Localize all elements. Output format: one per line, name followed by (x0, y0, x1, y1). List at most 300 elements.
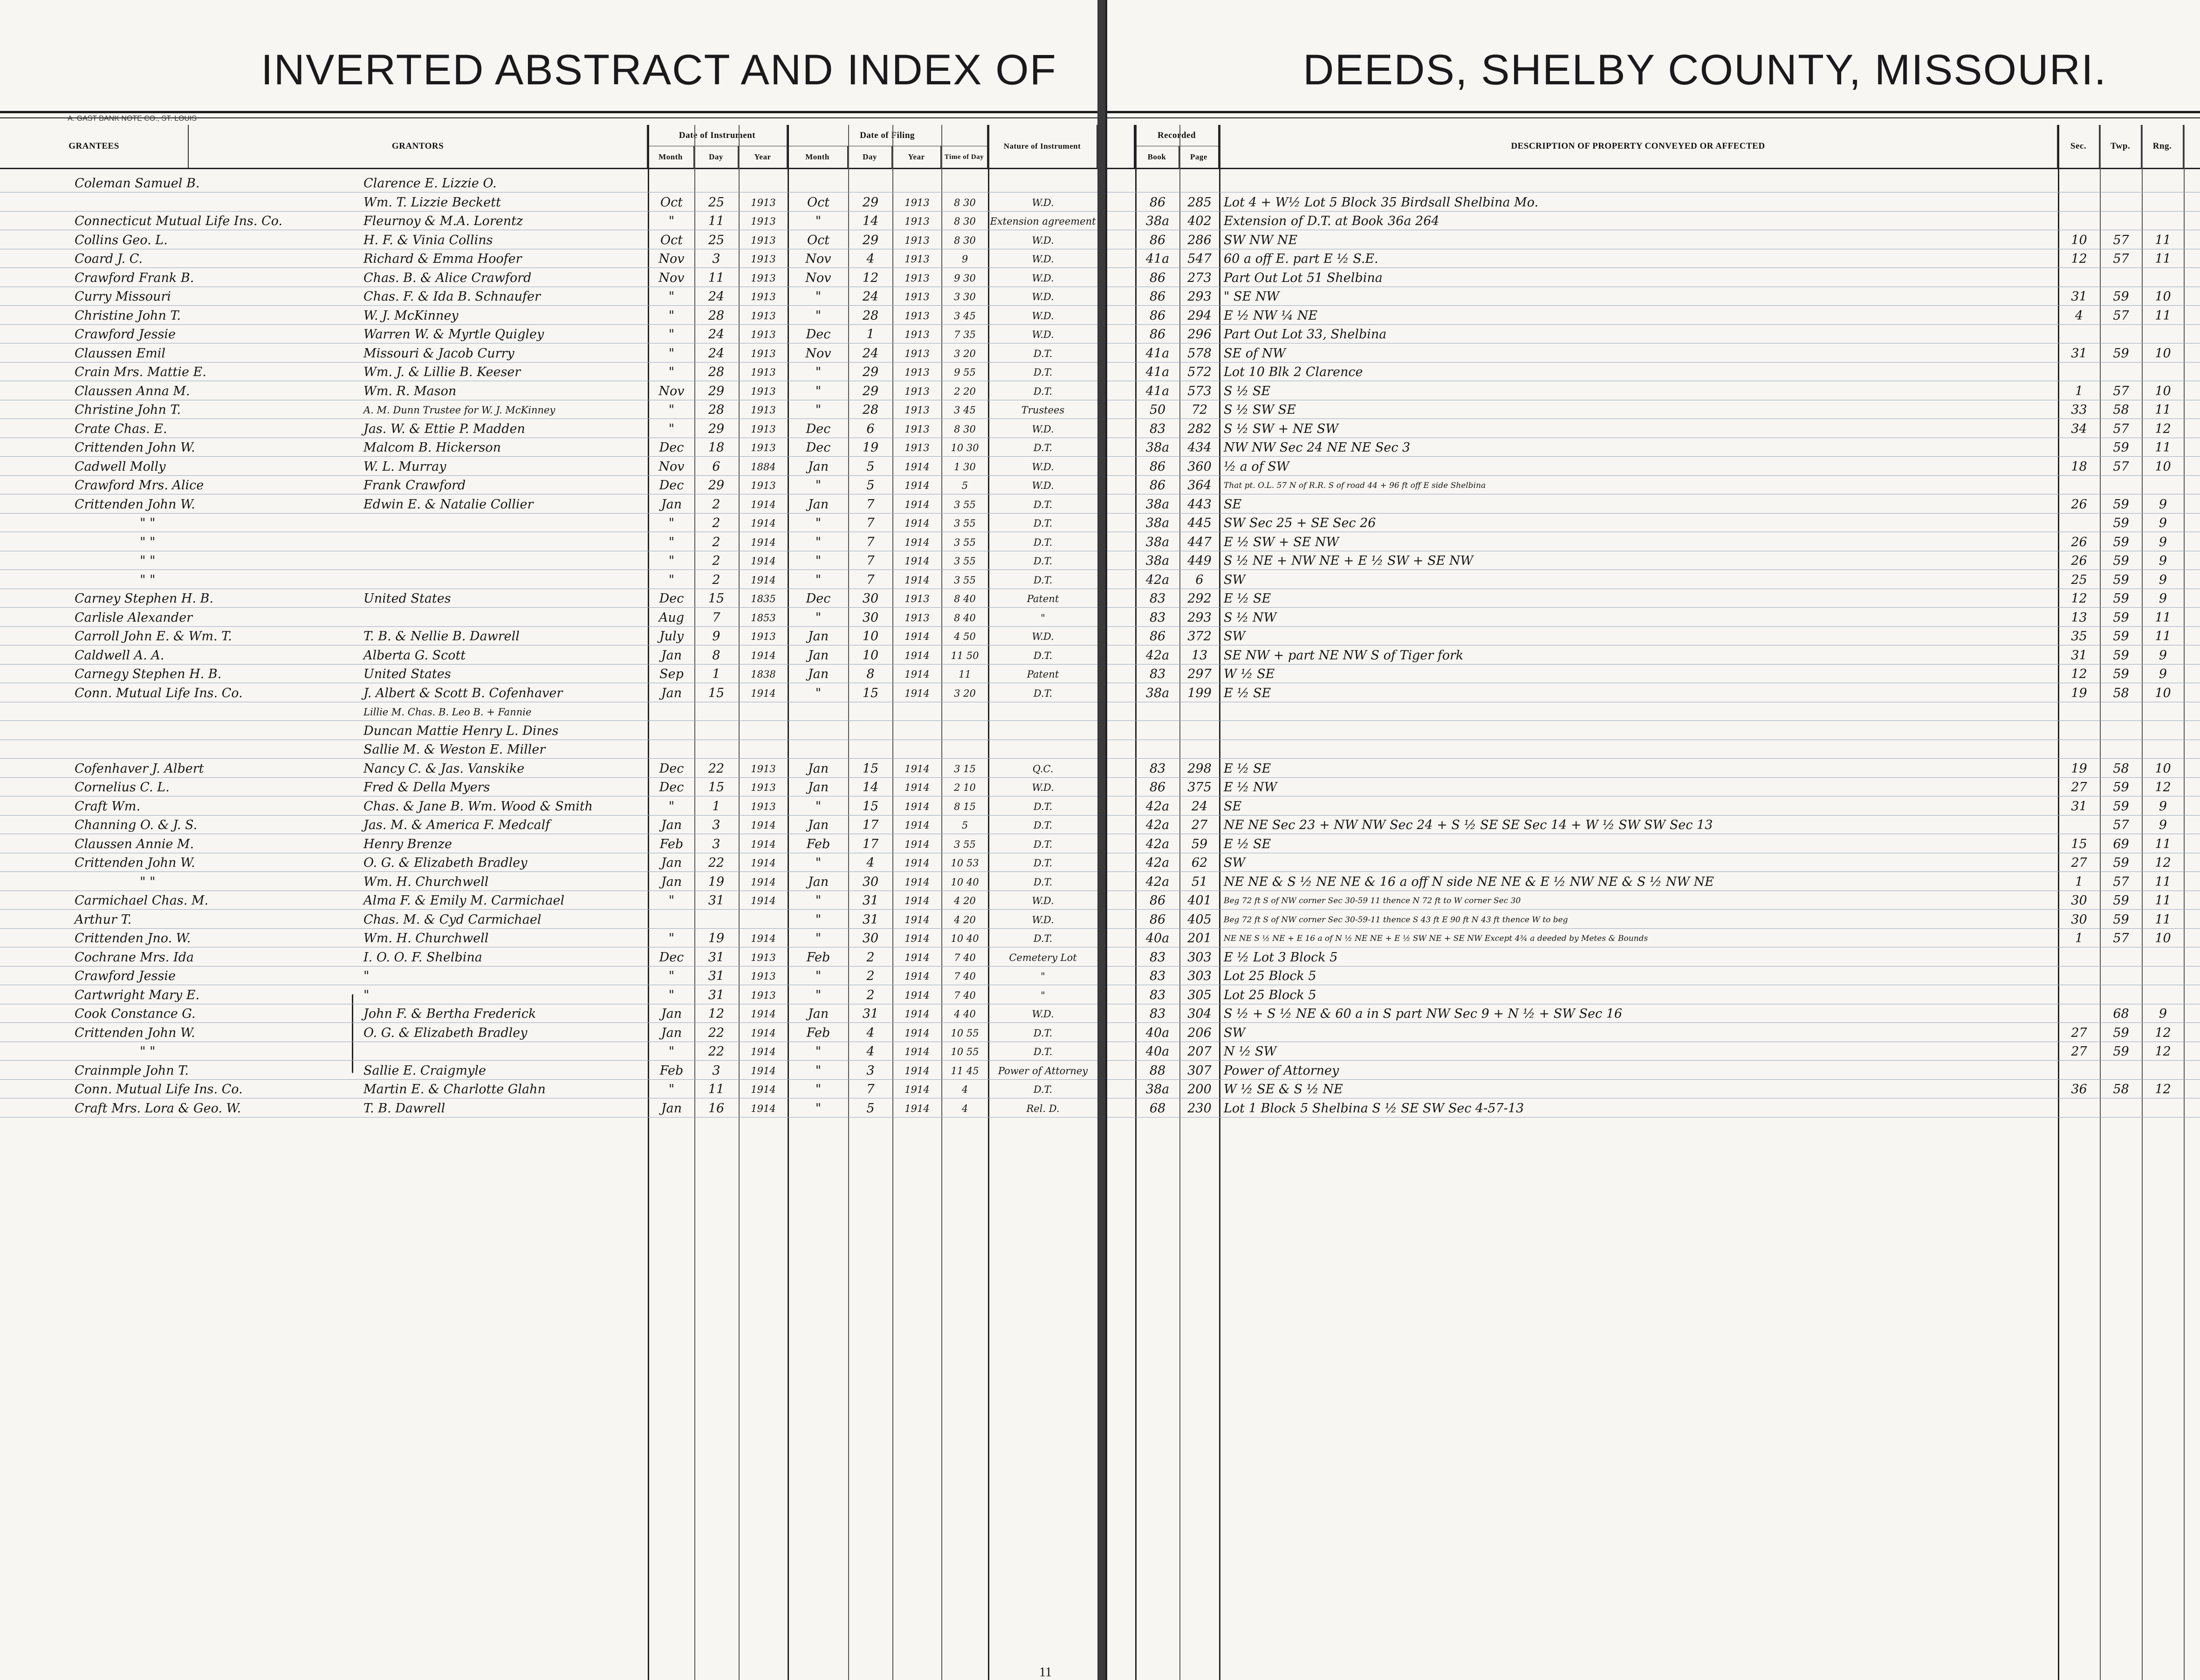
cell-t: 4 20 (954, 914, 976, 926)
cell-im: " (668, 554, 675, 568)
table-row (1107, 1098, 2200, 1118)
cell-grantee: Crittenden Jno. W. (75, 931, 191, 946)
cell-twp: 59 (2113, 648, 2129, 663)
cell-rng: 12 (2155, 1025, 2171, 1040)
cell-fy: 1914 (905, 631, 930, 642)
cell-fm: Jan (808, 874, 829, 889)
cell-t: 4 40 (954, 1008, 976, 1020)
cell-grantee: Collins Geo. L. (75, 233, 168, 247)
cell-b (1137, 702, 1179, 720)
cell-desc: S ½ SE (1224, 384, 1271, 398)
cell-twp: 59 (2113, 591, 2129, 606)
cell-n: D.T. (1033, 367, 1053, 378)
cell-id: 1 (712, 667, 720, 681)
cell-desc (1224, 173, 2056, 192)
cell-n (990, 173, 1096, 192)
cell-fm: Nov (805, 252, 831, 266)
cell-twp: 59 (2113, 912, 2129, 927)
cell-t: 4 (961, 1084, 968, 1095)
cell-fd (850, 702, 891, 720)
cell-fd: 28 (862, 308, 879, 323)
cell-id: 31 (708, 969, 725, 983)
cell-grantee: Crittenden John W. (75, 1025, 195, 1040)
cell-twp (2101, 192, 2141, 211)
cell-rng: 9 (2159, 667, 2167, 681)
cell-twp: 57 (2113, 459, 2129, 474)
cell-b: 83 (1149, 1007, 1166, 1021)
cell-iy: 1914 (751, 499, 776, 510)
cell-desc: " SE NW (1224, 289, 1280, 304)
cell-grantor: Wm. H. Churchwell (363, 874, 489, 889)
cell-twp (2101, 362, 2141, 381)
left-page (0, 0, 1099, 1680)
cell-im: Dec (659, 478, 684, 493)
cell-p: 62 (1191, 856, 1208, 870)
cell-sec (2059, 740, 2099, 758)
cell-grantor: Richard & Emma Hoofer (363, 252, 522, 266)
cell-grantor: T. B. Dawrell (363, 1101, 445, 1116)
page-number: 11 (1039, 1665, 1052, 1680)
cell-desc: E ½ SE (1224, 761, 1271, 776)
cell-desc: SW (1224, 1025, 1246, 1040)
cell-id (695, 173, 737, 192)
table-row (1107, 910, 2200, 929)
cell-p: 449 (1187, 554, 1212, 568)
table-row (0, 1079, 1097, 1098)
cell-desc: SW (1224, 856, 1246, 870)
cell-b: 86 (1149, 327, 1166, 342)
page-title-right: DEEDS, SHELBY COUNTY, MISSOURI. (1303, 46, 2107, 94)
cell-fy: 1914 (905, 518, 930, 529)
cell-desc: S ½ SW SE (1224, 403, 1296, 417)
cell-sec (2059, 173, 2099, 192)
cell-iy: 1913 (751, 254, 776, 265)
cell-id: 3 (712, 1063, 720, 1078)
cell-rng (2143, 947, 2183, 966)
cell-im: Jan (661, 648, 682, 663)
table-row (0, 343, 1097, 363)
table-row (1107, 1061, 2200, 1080)
cell-desc: E ½ SE (1224, 837, 1271, 851)
cell-grantor (363, 551, 643, 569)
cell-grantor: W. J. McKinney (363, 308, 459, 323)
cell-grantee: Christine John T. (75, 403, 181, 417)
cell-grantor: Fred & Della Myers (363, 780, 490, 795)
cell-twp: 59 (2113, 629, 2129, 644)
cell-n: D.T. (1033, 1027, 1053, 1039)
cell-grantor: Jas. W. & Ettie P. Madden (363, 421, 525, 436)
cell-id: 1 (712, 799, 720, 814)
cell-desc: ½ a of SW (1224, 459, 1289, 474)
cell-n: W.D. (1032, 914, 1054, 926)
header-rng: Rng. (2142, 125, 2184, 168)
cell-grantor: Frank Crawford (363, 478, 466, 493)
table-row (1107, 173, 2200, 192)
cell-fy: 1913 (905, 593, 930, 604)
cell-im: Aug (658, 610, 685, 625)
cell-twp (2101, 966, 2141, 985)
cell-rng: 9 (2159, 572, 2167, 587)
cell-twp: 57 (2113, 384, 2129, 398)
table-row (1107, 494, 2200, 514)
cell-t: 7 40 (954, 971, 976, 982)
cell-b: 50 (1149, 403, 1166, 417)
cell-grantee: " " (140, 535, 156, 549)
cell-grantor (363, 1042, 643, 1060)
table-row (0, 683, 1097, 702)
cell-fm: " (815, 912, 822, 927)
cell-n: D.T. (1033, 801, 1053, 812)
cell-b: 68 (1149, 1101, 1166, 1116)
cell-iy: 1914 (751, 1046, 776, 1057)
cell-iy (740, 173, 787, 192)
cell-grantor (363, 532, 643, 551)
cell-sec: 31 (2071, 648, 2087, 663)
cell-sec (2059, 438, 2099, 456)
cell-iy: 1838 (751, 669, 776, 680)
cell-im: " (668, 346, 675, 361)
cell-grantor: I. O. O. F. Shelbina (363, 950, 482, 965)
cell-desc: Lot 10 Blk 2 Clarence (1224, 365, 1363, 379)
cell-n: D.T. (1033, 650, 1053, 661)
cell-fm: Jan (808, 1007, 829, 1021)
cell-t: 3 55 (954, 555, 976, 567)
cell-twp: 58 (2113, 403, 2129, 417)
table-row (1107, 626, 2200, 645)
cell-iy: 1914 (751, 1008, 776, 1020)
cell-b: 42a (1145, 572, 1170, 587)
cell-fm: " (815, 969, 822, 983)
cell-iy: 1914 (751, 838, 776, 850)
header-inst-month: Month (648, 146, 694, 168)
cell-im: Jan (661, 856, 682, 870)
cell-grantee: Conn. Mutual Life Ins. Co. (75, 1082, 243, 1097)
table-row (0, 249, 1097, 268)
cell-iy: 1914 (751, 650, 776, 661)
cell-rng (2143, 1061, 2183, 1079)
cell-iy: 1913 (751, 423, 776, 435)
cell-t: 11 50 (951, 650, 979, 661)
cell-desc: E ½ SE (1224, 686, 1271, 700)
cell-id: 31 (708, 987, 725, 1002)
cell-im (650, 173, 693, 192)
cell-n: D.T. (1033, 536, 1053, 548)
cell-fm: " (815, 1044, 822, 1059)
table-row (0, 645, 1097, 665)
cell-fy: 1914 (905, 1027, 930, 1039)
cell-fd: 15 (862, 686, 879, 700)
cell-im (650, 740, 693, 758)
cell-p: 273 (1187, 270, 1212, 285)
cell-im: Jan (661, 1101, 682, 1116)
top-rule-thin (1107, 117, 2200, 118)
cell-fm: " (815, 516, 822, 530)
cell-fm: " (815, 572, 822, 587)
cell-grantor (363, 608, 643, 626)
cell-t: 7 40 (954, 952, 976, 963)
cell-t: 8 40 (954, 593, 976, 604)
cell-p: 293 (1187, 610, 1212, 625)
cell-fd: 24 (862, 346, 879, 361)
cell-rng (2143, 324, 2183, 343)
cell-grantor: Chas. F. & Ida B. Schnaufer (363, 289, 541, 304)
cell-id: 28 (708, 403, 725, 417)
cell-iy: 1913 (751, 348, 776, 359)
cell-desc: Lot 25 Block 5 (1224, 969, 1316, 983)
cell-fd: 7 (866, 497, 875, 512)
cell-t (943, 702, 987, 720)
cell-twp: 59 (2113, 780, 2129, 795)
cell-n: D.T. (1033, 499, 1053, 510)
cell-iy: 1914 (751, 1084, 776, 1095)
cell-t: 4 20 (954, 895, 976, 906)
cell-sec: 27 (2071, 780, 2087, 795)
table-row (0, 834, 1097, 853)
table-row (0, 1098, 1097, 1118)
cell-desc: E ½ Lot 3 Block 5 (1224, 950, 1338, 965)
cell-fy: 1914 (905, 857, 930, 869)
cell-fd (850, 740, 891, 758)
cell-fd: 24 (862, 289, 879, 304)
cell-desc: NE NE Sec 23 + NW NW Sec 24 + S ½ SE SE Sec 14 + W ½ SW SW Sec 13 (1224, 818, 1713, 832)
cell-t: 3 55 (954, 499, 976, 510)
cell-desc: SW (1224, 572, 1246, 587)
cell-im: Dec (659, 780, 684, 795)
cell-id: 24 (708, 289, 725, 304)
cell-fd: 31 (862, 1007, 879, 1021)
cell-b: 83 (1149, 950, 1166, 965)
cell-iy: 1914 (751, 555, 776, 567)
cell-sec: 12 (2071, 667, 2087, 681)
cell-grantor: Sallie E. Craigmyle (363, 1063, 486, 1078)
cell-desc: NE NE & S ½ NE NE & 16 a off N side NE NE & E ½ NW NE & S ½ NW NE (1224, 874, 1714, 889)
cell-desc: That pt. O.L. 57 N of R.R. S of road 44 + 96 ft off E side Shelbina (1224, 481, 1486, 490)
cell-fd: 29 (862, 365, 879, 379)
cell-fy: 1914 (905, 650, 930, 661)
table-row (0, 362, 1097, 381)
cell-id: 25 (708, 195, 725, 210)
cell-p: 578 (1187, 346, 1212, 361)
cell-fd: 10 (862, 648, 879, 663)
cell-im: " (668, 327, 675, 342)
cell-rng: 11 (2155, 403, 2171, 417)
table-row (1107, 853, 2200, 872)
cell-grantee: Carnegy Stephen H. B. (75, 667, 222, 681)
cell-fy: 1914 (905, 1046, 930, 1057)
header-inst-year: Year (739, 146, 788, 168)
cell-iy: 1913 (751, 952, 776, 963)
cell-n: W.D. (1032, 197, 1054, 208)
cell-desc: 60 a off E. part E ½ S.E. (1224, 252, 1378, 266)
cell-twp: 57 (2113, 818, 2129, 832)
cell-rng (2143, 702, 2183, 720)
cell-grantee: Cochrane Mrs. Ida (75, 950, 194, 965)
cell-fm: " (815, 931, 822, 946)
cell-iy: 1914 (751, 1103, 776, 1114)
cell-desc: E ½ NW (1224, 780, 1277, 795)
cell-rng: 11 (2155, 629, 2171, 644)
table-row (1107, 815, 2200, 834)
cell-fy: 1913 (905, 272, 930, 284)
cell-t: 1 30 (954, 461, 976, 473)
cell-sec (2059, 268, 2099, 287)
cell-b: 83 (1149, 591, 1166, 606)
cell-iy (740, 702, 787, 720)
header-description: DESCRIPTION OF PROPERTY CONVEYED OR AFFECTED (1219, 125, 2058, 168)
cell-rng: 11 (2155, 610, 2171, 625)
cell-fm: Jan (808, 667, 829, 681)
cell-fy: 1913 (905, 197, 930, 208)
cell-sec (2059, 702, 2099, 720)
cell-grantee (75, 740, 261, 758)
table-row (0, 589, 1097, 608)
cell-n: Patent (1027, 593, 1059, 604)
cell-id: 31 (708, 950, 725, 965)
cell-desc: Lot 1 Block 5 Shelbina S ½ SE SW Sec 4-57-13 (1224, 1101, 1524, 1116)
cell-rng: 10 (2155, 686, 2171, 700)
cell-fy: 1913 (905, 348, 930, 359)
cell-id: 12 (708, 1007, 725, 1021)
cell-n: Extension agreement (990, 216, 1096, 227)
cell-grantee: Cook Constance G. (75, 1007, 196, 1021)
cell-sec: 27 (2071, 1044, 2087, 1059)
cell-t: 8 30 (954, 234, 976, 246)
table-row (1107, 872, 2200, 891)
cell-sec: 31 (2071, 289, 2087, 304)
cell-rng: 9 (2159, 1007, 2167, 1021)
table-row (1107, 400, 2200, 419)
cell-im: " (668, 893, 675, 908)
table-row (1107, 759, 2200, 778)
cell-id: 2 (712, 497, 720, 512)
cell-grantee: Claussen Annie M. (75, 837, 194, 851)
cell-im: Oct (660, 195, 683, 210)
cell-fy: 1913 (905, 405, 930, 416)
cell-twp (2101, 702, 2141, 720)
cell-twp: 59 (2113, 516, 2129, 530)
cell-grantee: " " (140, 554, 156, 568)
cell-sec: 13 (2071, 610, 2087, 625)
cell-id: 19 (708, 874, 725, 889)
cell-fd (850, 173, 891, 192)
cell-rng: 11 (2155, 912, 2171, 927)
cell-fm: " (815, 856, 822, 870)
cell-desc: S ½ NW (1224, 610, 1277, 625)
cell-n: W.D. (1032, 631, 1054, 642)
cell-fd: 2 (866, 969, 875, 983)
cell-p: 303 (1187, 950, 1212, 965)
table-row (0, 287, 1097, 306)
cell-b: 83 (1149, 667, 1166, 681)
cell-t (943, 721, 987, 740)
cell-p: 24 (1191, 799, 1208, 814)
cell-n: Q.C. (1032, 763, 1054, 775)
table-row (1107, 740, 2200, 759)
cell-fd: 14 (862, 214, 879, 228)
cell-iy: 1913 (751, 801, 776, 812)
cell-fy: 1914 (905, 763, 930, 775)
cell-p: 305 (1187, 987, 1212, 1002)
cell-twp (2101, 475, 2141, 494)
table-row (0, 324, 1097, 343)
cell-grantee: Coleman Samuel B. (75, 176, 200, 191)
cell-twp (2101, 740, 2141, 758)
cell-sec (2059, 1004, 2099, 1022)
cell-desc: Part Out Lot 51 Shelbina (1224, 270, 1383, 285)
cell-fy: 1914 (905, 480, 930, 491)
table-row (1107, 966, 2200, 985)
cell-im: Nov (658, 252, 685, 266)
cell-fd: 1 (866, 327, 875, 342)
cell-iy: 1913 (751, 216, 776, 227)
top-rule (0, 111, 1097, 113)
cell-im: " (668, 987, 675, 1002)
cell-n: D.T. (1033, 385, 1053, 397)
cell-fy: 1913 (905, 234, 930, 246)
cell-b: 41a (1145, 365, 1170, 379)
cell-b: 88 (1149, 1063, 1166, 1078)
cell-iy: 1913 (751, 405, 776, 416)
table-row (0, 928, 1097, 947)
cell-rng: 10 (2155, 761, 2171, 776)
header-file-month: Month (788, 146, 848, 168)
cell-fm: Dec (806, 421, 831, 436)
cell-b: 38a (1145, 214, 1170, 228)
cell-sec: 35 (2071, 629, 2087, 644)
cell-fm: " (815, 987, 822, 1002)
cell-fd: 4 (866, 1025, 875, 1040)
cell-p: 405 (1187, 912, 1212, 927)
cell-fy: 1914 (905, 971, 930, 982)
cell-fd: 30 (862, 591, 879, 606)
cell-p: 292 (1187, 591, 1212, 606)
publisher-imprint: A. GAST BANK NOTE CO., ST. LOUIS (68, 115, 197, 123)
cell-fy: 1914 (905, 1065, 930, 1077)
cell-grantee: Crate Chas. E. (75, 421, 167, 436)
cell-grantor: Edwin E. & Natalie Collier (363, 497, 534, 512)
cell-id: 31 (708, 893, 725, 908)
cell-n: D.T. (1033, 348, 1053, 359)
table-row (0, 419, 1097, 438)
cell-desc: E ½ SE (1224, 591, 1271, 606)
cell-fy: 1914 (905, 933, 930, 944)
cell-rng: 10 (2155, 289, 2171, 304)
cell-iy (740, 740, 787, 758)
cell-fm: " (815, 308, 822, 323)
table-row (0, 268, 1097, 287)
cell-fd: 17 (862, 818, 879, 832)
cell-fm: Jan (808, 818, 829, 832)
table-row (1107, 457, 2200, 476)
table-row (1107, 230, 2200, 249)
cell-sec (2059, 985, 2099, 1004)
cell-fy (894, 740, 940, 758)
cell-desc: NE NE S ½ NE + E 16 a of N ½ NE NE + E ½ SW NE + SE NW Except 4¾ a deeded by Metes & Bounds (1224, 934, 1648, 943)
table-row (0, 702, 1097, 721)
table-row (1107, 1023, 2200, 1042)
cell-desc: SE (1224, 497, 1242, 512)
cell-fm (790, 702, 847, 720)
cell-desc: E ½ NW ¼ NE (1224, 308, 1318, 323)
cell-b (1137, 173, 1179, 192)
table-row (0, 796, 1097, 816)
cell-sec (2059, 362, 2099, 381)
cell-sec: 26 (2071, 497, 2087, 512)
table-row (0, 910, 1097, 929)
cell-fy (894, 702, 940, 720)
cell-grantee: " " (140, 1044, 156, 1059)
cell-sec: 12 (2071, 591, 2087, 606)
